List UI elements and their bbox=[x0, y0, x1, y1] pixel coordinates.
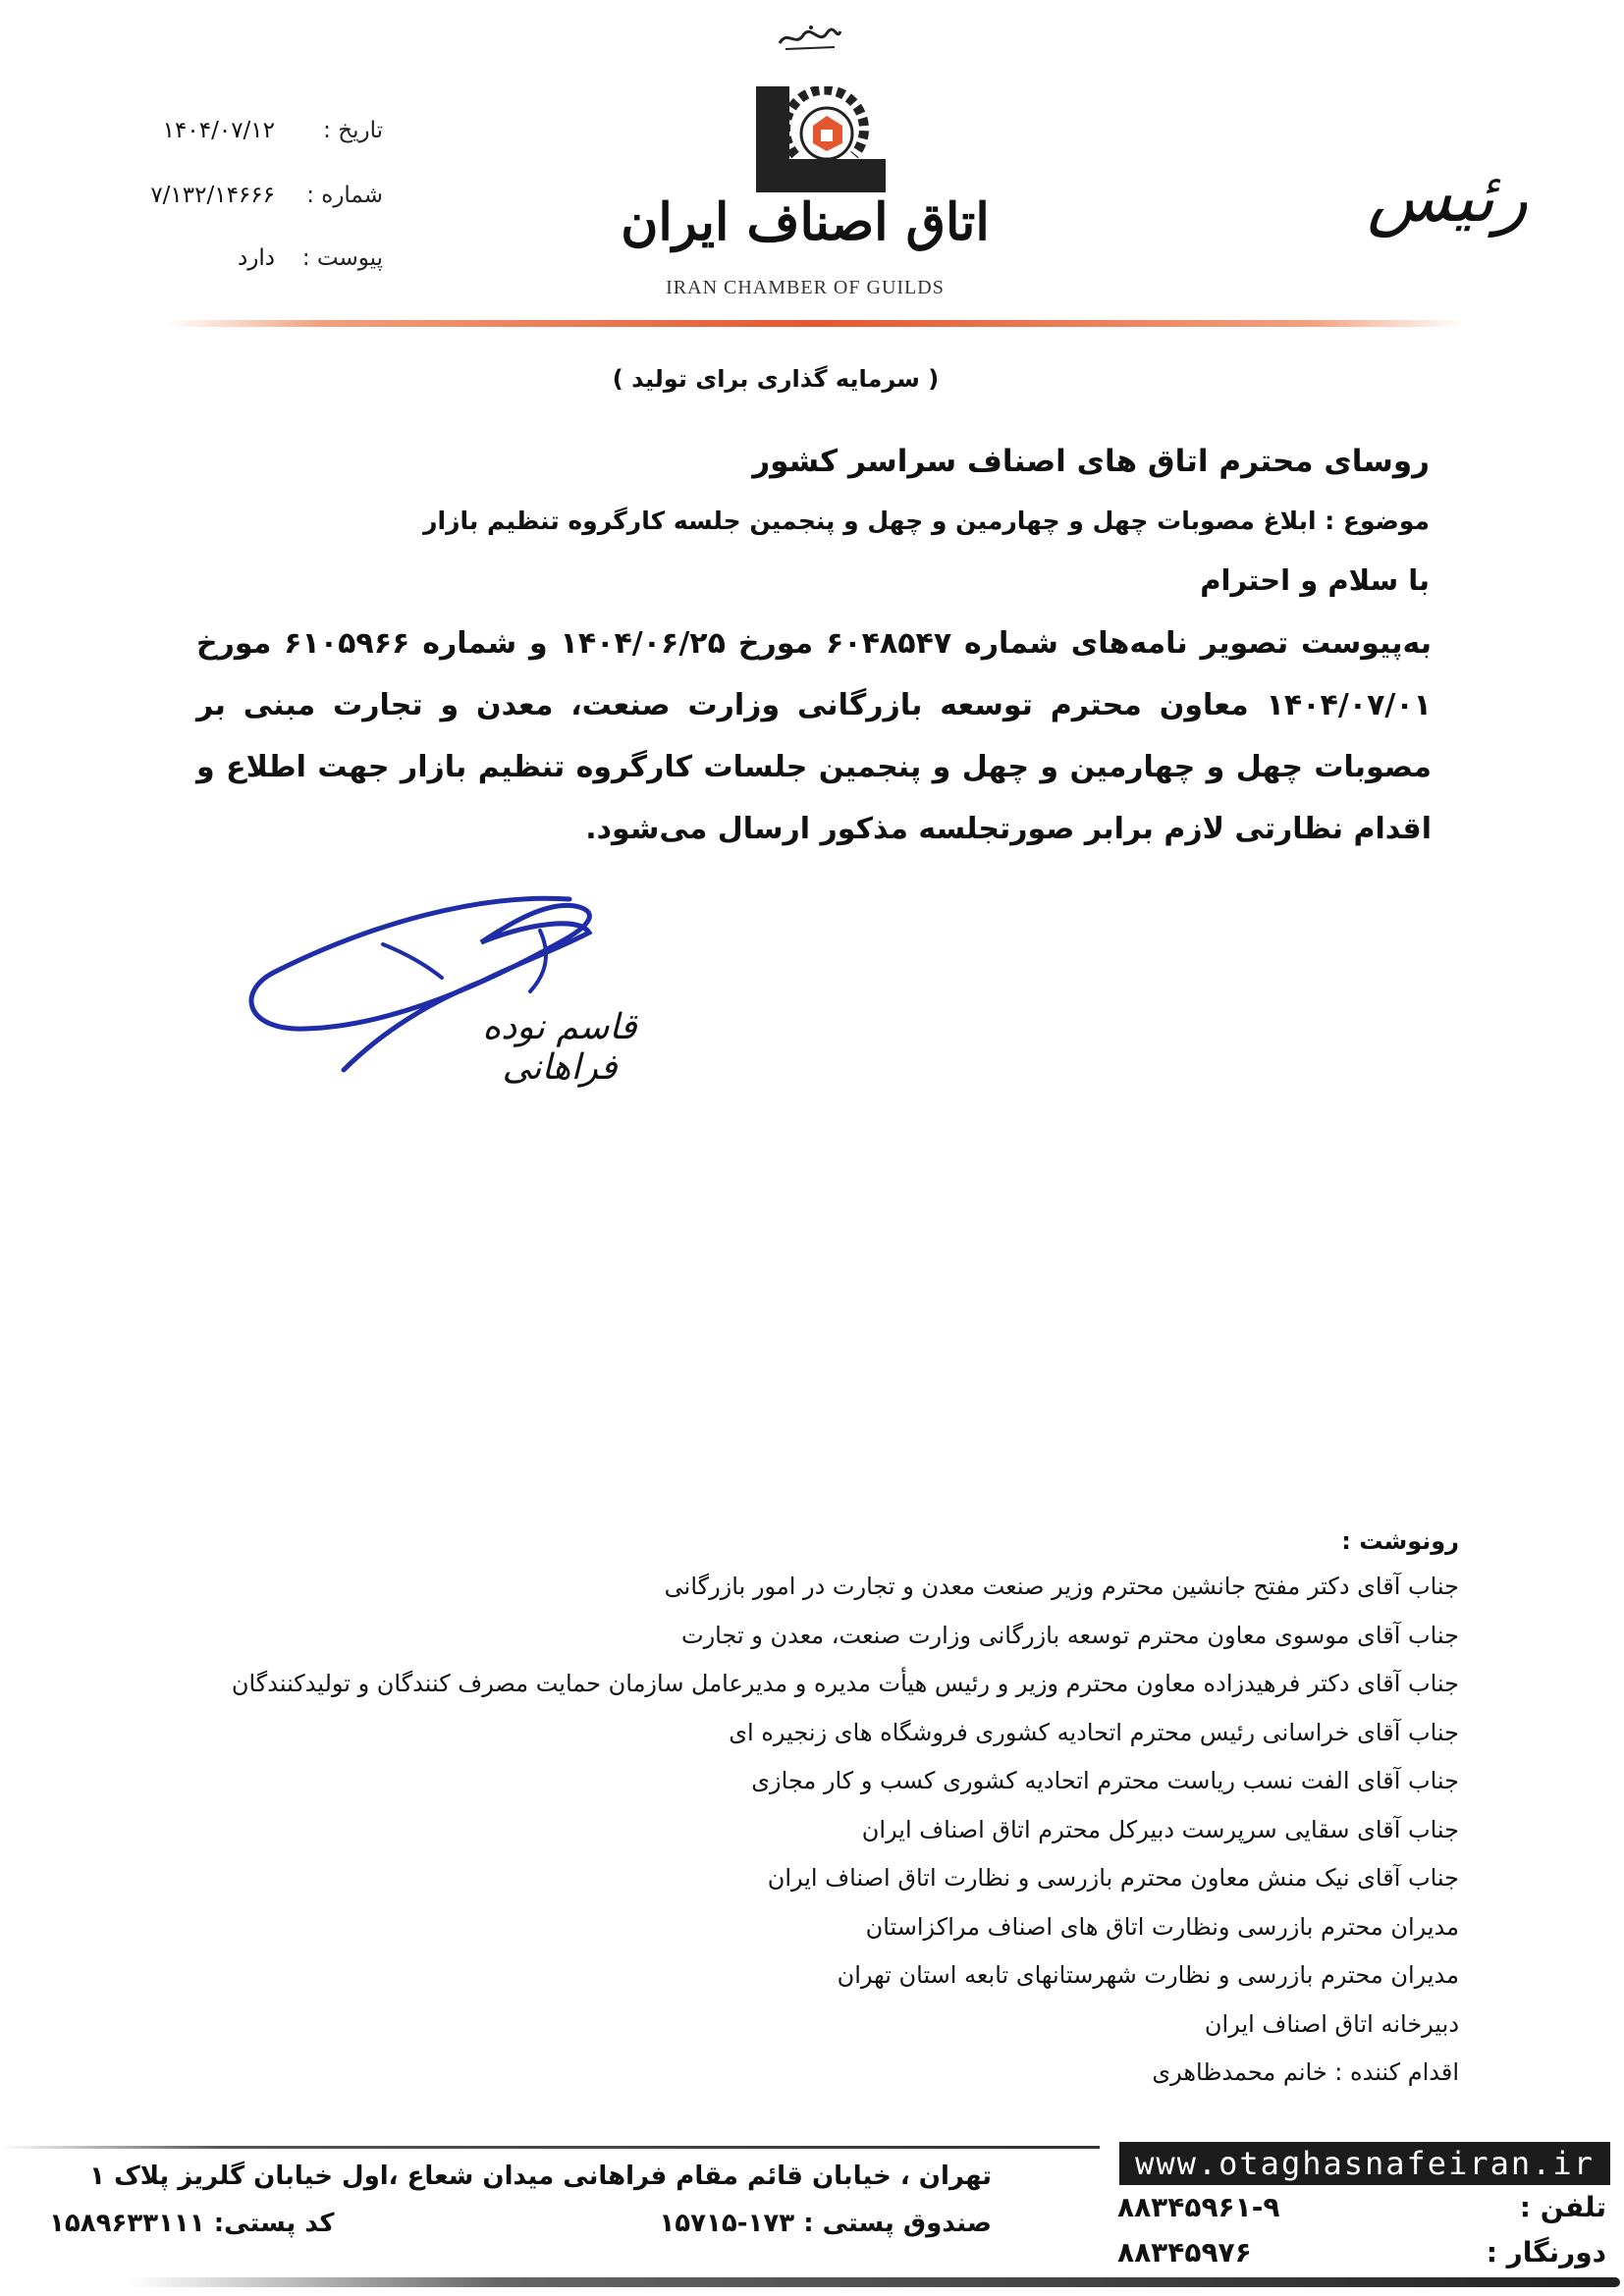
phone-label: تلفن : bbox=[1519, 2191, 1606, 2223]
number-row bbox=[88, 183, 383, 222]
number-label: شماره : bbox=[306, 183, 383, 208]
po-box: صندوق پستی : ۱۷۳-۱۵۷۱۵ bbox=[659, 2209, 992, 2238]
cc-item: اقدام کننده : خانم محمدظاهری bbox=[1152, 2058, 1459, 2086]
cc-title: رونوشت : bbox=[1341, 1527, 1459, 1555]
footer-divider bbox=[0, 2146, 1100, 2149]
cc-item: مدیران محترم بازرسی و نظارت شهرستانهای تابعه استان تهران bbox=[837, 1961, 1459, 1989]
cc-item: مدیران محترم بازرسی ونظارت اتاق های اصناف مراکزاستان bbox=[865, 1912, 1459, 1941]
attachment-row bbox=[88, 245, 383, 285]
cc-item: جناب آقای دکتر فرهیدزاده معاون محترم وزیر و رئیس هیأت مدیره و مدیرعامل سازمان حمایت مصرف کنندگان و تولیدکنندگان bbox=[231, 1670, 1459, 1697]
cc-item: جناب آقای نیک منش معاون محترم بازرسی و نظارت اتاق اصناف ایران bbox=[767, 1864, 1459, 1892]
cc-list bbox=[232, 1563, 1459, 2098]
footer-address bbox=[49, 2156, 992, 2264]
attachment-label: پیوست : bbox=[301, 245, 383, 271]
org-name-persian: اتاق اصناف ایران bbox=[621, 192, 990, 252]
fax-label: دورنگار : bbox=[1486, 2236, 1606, 2269]
fax-row bbox=[1110, 2236, 1620, 2275]
date-label: تاریخ : bbox=[323, 118, 383, 143]
guilds-logo bbox=[756, 86, 886, 192]
address-line: تهران ، خیابان قائم مقام فراهانی میدان شعاع ،اول خیابان گلریز پلاک ۱ bbox=[89, 2162, 992, 2191]
date-value: ۱۴۰۴/۰۷/۱۲ bbox=[162, 118, 275, 143]
postal-code: کد پستی: ۱۵۸۹۶۳۳۱۱۱ bbox=[49, 2209, 335, 2238]
website-link[interactable]: www.otaghasnafeiran.ir bbox=[1119, 2142, 1610, 2185]
phone-row bbox=[1110, 2191, 1620, 2230]
footer-bar bbox=[128, 2277, 1620, 2287]
header-divider bbox=[167, 320, 1463, 327]
subject-line: موضوع : ابلاغ مصوبات چهل و چهارمین و چهل و پنجمین جلسه کارگروه تنظیم بازار bbox=[423, 507, 1430, 535]
slogan: ( سرمایه گذاری برای تولید ) bbox=[612, 365, 940, 393]
number-value: ۷/۱۳۲/۱۴۶۶۶ bbox=[150, 183, 275, 208]
president-title: رئیس bbox=[1367, 157, 1528, 238]
bismillah-calligraphy bbox=[776, 22, 844, 55]
salutation: با سلام و احترام bbox=[1200, 563, 1430, 597]
org-name-english: IRAN CHAMBER OF GUILDS bbox=[666, 277, 945, 298]
attachment-value: دارد bbox=[238, 245, 275, 271]
cc-item: جناب آقای الفت نسب ریاست محترم اتحادیه کشوری کسب و کار مجازی bbox=[751, 1767, 1459, 1794]
cc-item: دبیرخانه اتاق اصناف ایران bbox=[1204, 2009, 1459, 2038]
addressee: روسای محترم اتاق های اصناف سراسر کشور bbox=[752, 444, 1430, 479]
letter-body: به‌پیوست تصویر نامه‌های شماره ۶۰۴۸۵۴۷ مورخ ۱۴۰۴/۰۶/۲۵ و شماره ۶۱۰۵۹۶۶ مورخ ۱۴۰۴/۰۷/۰۱ معاون محترم توسعه بازرگانی وزارت صنعت، معدن و تجارت مبنی بر مصوبات چهل و چهارمین و چهل و پنجمین جلسات کارگروه تنظیم بازار جهت اطلاع و اقدام نظارتی لازم برابر صورتجلسه مذکور ارسال می‌شود. bbox=[196, 626, 1433, 846]
date-row bbox=[88, 118, 383, 157]
cc-item: جناب آقای دکتر مفتح جانشین محترم وزیر صنعت معدن و تجارت در امور بازرگانی bbox=[664, 1573, 1459, 1600]
fax-number: ۸۸۳۴۵۹۷۶ bbox=[1117, 2236, 1252, 2269]
phone-number: ۸۸۳۴۵۹۶۱-۹ bbox=[1117, 2191, 1280, 2223]
cc-item: جناب آقای سقایی سرپرست دبیرکل محترم اتاق اصناف ایران bbox=[861, 1815, 1459, 1843]
signer-name: قاسم نوده فراهانی bbox=[482, 1007, 637, 1088]
cc-item: جناب آقای خراسانی رئیس محترم اتحادیه کشوری فروشگاه های زنجیره ای bbox=[729, 1718, 1459, 1746]
cc-item: جناب آقای موسوی معاون محترم توسعه بازرگانی وزارت صنعت، معدن و تجارت bbox=[680, 1621, 1459, 1649]
